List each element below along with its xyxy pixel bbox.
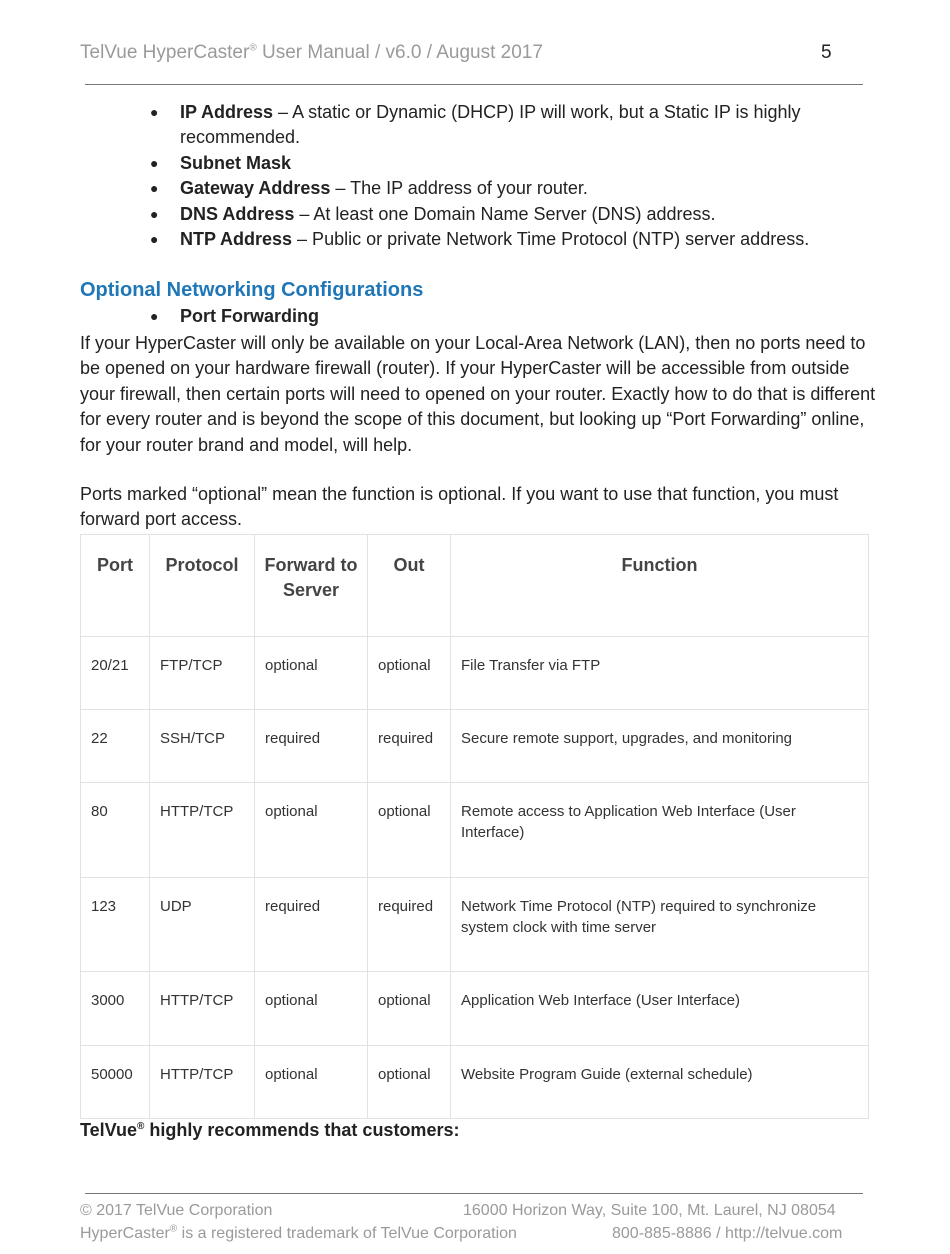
- cell-protocol: UDP: [150, 878, 255, 972]
- list-item-text: – Public or private Network Time Protocol (NTP) server address.: [292, 229, 810, 250]
- cell-out: optional: [368, 637, 451, 710]
- network-requirements-list: [150, 100, 870, 252]
- footer-address: 16000 Horizon Way, Suite 100, Mt. Laurel, NJ 08054: [463, 1202, 836, 1219]
- cell-out: optional: [368, 1046, 451, 1119]
- cell-port: 20/21: [81, 637, 150, 710]
- cell-forward: optional: [255, 783, 368, 878]
- table-row: [81, 637, 869, 710]
- cell-forward: optional: [255, 972, 368, 1046]
- cell-function: Secure remote support, upgrades, and monitoring: [451, 710, 869, 783]
- footer-trademark-text: is a registered trademark of TelVue Corporation: [177, 1225, 517, 1242]
- list-item-term: IP Address: [180, 102, 274, 122]
- column-header-forward: Forward to Server: [255, 535, 368, 637]
- cell-protocol: HTTP/TCP: [150, 1046, 255, 1119]
- cell-port: 80: [81, 783, 150, 878]
- page-number: 5: [821, 42, 832, 63]
- cell-port: 3000: [81, 972, 150, 1046]
- table-row: [81, 1046, 869, 1119]
- list-item: [150, 176, 870, 201]
- cell-protocol: SSH/TCP: [150, 710, 255, 783]
- cell-forward: required: [255, 878, 368, 972]
- column-header-port: Port: [81, 535, 150, 637]
- cell-port: 22: [81, 710, 150, 783]
- cell-function: Application Web Interface (User Interface): [451, 972, 869, 1046]
- recommendation-heading: [80, 1120, 459, 1141]
- header-title-text: TelVue HyperCaster: [80, 42, 250, 63]
- list-item: [150, 202, 870, 227]
- cell-protocol: HTTP/TCP: [150, 783, 255, 878]
- cell-out: optional: [368, 783, 451, 878]
- list-item-term: Subnet Mask: [180, 152, 292, 173]
- table-row: [81, 972, 869, 1046]
- registered-mark: ®: [169, 1223, 178, 1235]
- column-header-out: Out: [368, 535, 451, 637]
- cell-forward: optional: [255, 1046, 368, 1119]
- registered-mark: ®: [249, 42, 257, 54]
- cell-port: 50000: [81, 1046, 150, 1119]
- cell-function: Website Program Guide (external schedule): [451, 1046, 869, 1119]
- header-divider: [85, 84, 863, 85]
- list-item-term: DNS Address: [180, 203, 295, 224]
- cell-forward: optional: [255, 637, 368, 710]
- cell-function: Network Time Protocol (NTP) required to synchronize system clock with time server: [451, 878, 869, 972]
- list-item-term: NTP Address: [180, 229, 293, 250]
- table-row: [81, 710, 869, 783]
- header-title-suffix: User Manual / v6.0 / August 2017: [256, 42, 543, 63]
- cell-function: Remote access to Application Web Interface (User Interface): [451, 783, 869, 878]
- list-item: [150, 100, 870, 151]
- list-item-term: Gateway Address: [180, 178, 331, 199]
- list-item: [150, 227, 870, 252]
- footer-contact: 800-885-8886 / http://telvue.com: [612, 1225, 843, 1242]
- list-item: [150, 151, 870, 176]
- port-forwarding-bullet: ● Port Forwarding: [150, 306, 319, 327]
- cell-port: 123: [81, 878, 150, 972]
- recommend-text: highly recommends that customers:: [144, 1120, 460, 1140]
- column-header-function: Function: [451, 535, 869, 637]
- footer-copyright: © 2017 TelVue Corporation: [80, 1202, 273, 1219]
- optional-ports-paragraph: Ports marked “optional” mean the function is optional. If you want to use that function, you must forward port access.: [80, 484, 839, 530]
- cell-function: File Transfer via FTP: [451, 637, 869, 710]
- cell-forward: required: [255, 710, 368, 783]
- list-item-text: – At least one Domain Name Server (DNS) address.: [294, 203, 716, 224]
- registered-mark: ®: [137, 1121, 145, 1132]
- column-header-protocol: Protocol: [150, 535, 255, 637]
- ports-table: [80, 534, 869, 1119]
- list-item-text: – A static or Dynamic (DHCP) IP will work, but a Static IP is highly recommended.: [180, 102, 801, 148]
- cell-out: required: [368, 710, 451, 783]
- cell-protocol: FTP/TCP: [150, 637, 255, 710]
- cell-out: required: [368, 878, 451, 972]
- footer-divider: [85, 1193, 863, 1194]
- section-heading: Optional Networking Configurations: [80, 279, 424, 301]
- cell-out: optional: [368, 972, 451, 1046]
- header-title: [80, 42, 543, 64]
- port-forwarding-paragraph: If your HyperCaster will only be available on your Local-Area Network (LAN), then no ports need to be opened on your hardware firewall (router). If your HyperCaster will be accessible from outside your firewall, then certain ports will need to opened on your router. Exactly how to do that is different for every router and is beyond the scope of this document, but looking up “Port Forwarding” online, for your router brand and model, will help.: [80, 333, 876, 455]
- table-header-row: [81, 535, 869, 637]
- table-row: [81, 783, 869, 878]
- table-row: [81, 878, 869, 972]
- footer-trademark-brand: HyperCaster: [80, 1225, 170, 1242]
- footer-trademark: [80, 1225, 517, 1243]
- list-item-text: – The IP address of your router.: [330, 178, 588, 199]
- recommend-brand: TelVue: [80, 1120, 138, 1140]
- cell-protocol: HTTP/TCP: [150, 972, 255, 1046]
